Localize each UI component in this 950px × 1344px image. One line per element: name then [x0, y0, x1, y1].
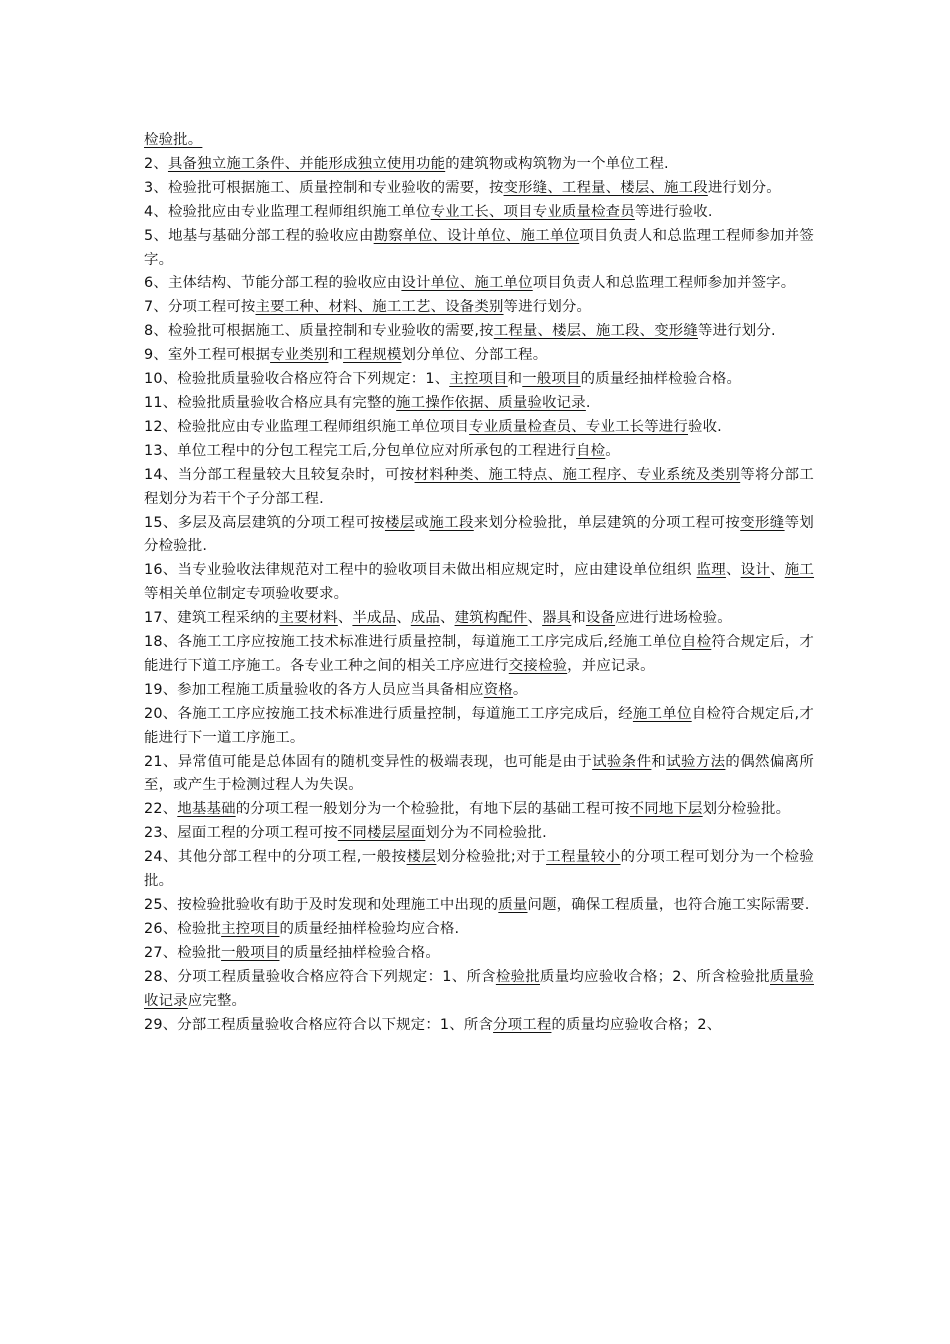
underlined-answer: 专业类别 [270, 347, 329, 364]
underlined-answer: 器具 [542, 610, 572, 627]
paragraph [144, 392, 814, 416]
paragraph [144, 416, 814, 440]
paragraph [144, 177, 814, 201]
underlined-answer: 变形缝、工程量、楼层、施工段 [503, 179, 708, 196]
text-run: 21、异常值可能是总体固有的随机变异性的极端表现，也可能是由于 [144, 753, 593, 770]
text-run: ，并应记录。 [567, 657, 655, 674]
text-run: 14、当分部工程量较大且较复杂时，可按 [144, 466, 415, 483]
underlined-answer: 施工操作依据、质量验收记录 [396, 394, 586, 411]
text-run: 、 [527, 610, 543, 627]
paragraph [144, 607, 814, 631]
paragraph [144, 272, 814, 296]
paragraph [144, 440, 814, 464]
text-run: 、 [770, 562, 785, 579]
underlined-answer: 分项工程 [493, 1016, 552, 1033]
paragraph [144, 512, 814, 560]
underlined-answer: 楼层 [406, 849, 437, 866]
underlined-answer: 主控项目 [449, 371, 508, 388]
text-run: 和 [507, 371, 523, 388]
text-run: 11、检验批质量验收合格应具有完整的 [144, 394, 397, 411]
text-run: 16、当专业验收法律规范对工程中的验收项目未做出相应规定时，应由建设单位组织 [144, 562, 697, 579]
text-run: 8、检验批可根据施工、质量控制和专业验收的需要,按 [144, 323, 494, 340]
underlined-answer: 工程量、楼层、施工段、变形缝 [493, 323, 698, 340]
paragraph [144, 631, 814, 679]
paragraph [144, 703, 814, 751]
underlined-answer: 质量验收记录 [144, 968, 814, 1009]
underlined-answer: 勘察单位、设计单位、施工单位 [373, 227, 580, 244]
text-run: 。 [605, 442, 620, 459]
text-run: 。 [512, 681, 528, 698]
underlined-answer: 设计单位、施工单位 [401, 275, 533, 292]
paragraph [144, 559, 814, 607]
text-run: 应完整。 [187, 992, 247, 1009]
underlined-answer: 专业质量检查员、专业工长等进行 [469, 418, 688, 435]
underlined-answer: 一般项目 [522, 371, 581, 388]
text-run: 15、多层及高层建筑的分项工程可按 [144, 514, 385, 531]
text-run: 或 [414, 514, 430, 531]
underlined-answer: 不同楼层屋面 [337, 825, 426, 842]
underlined-answer: 施工单位 [632, 705, 692, 722]
underlined-answer: 试验方法 [666, 753, 726, 770]
paragraph [144, 296, 814, 320]
text-run: 的质量均应验收合格；2、 [551, 1016, 722, 1033]
text-run: 等划分检验批. [144, 514, 814, 555]
text-run: 应进行进场检验。 [615, 610, 732, 627]
text-run: 项目负责人和总监理工程师参加并签字。 [532, 275, 796, 292]
text-run: 6、主体结构、节能分部工程的验收应由 [144, 275, 402, 292]
text-run: 问题，确保工程质量，也符合施工实际需要. [527, 897, 810, 913]
text-run: 质量均应验收合格；2、所含检验批 [540, 968, 770, 985]
paragraph [144, 1014, 814, 1038]
paragraph [144, 798, 814, 822]
text-run: 、 [337, 610, 353, 627]
text-run: 9、室外工程可根据 [144, 347, 271, 364]
underlined-answer: 自检 [576, 442, 606, 459]
underlined-answer: 成品 [410, 610, 440, 627]
paragraph [144, 894, 814, 918]
underlined-answer: 一般项目 [221, 944, 280, 961]
underlined-answer: 施工段 [429, 514, 474, 531]
underlined-answer: 工程量较小 [546, 849, 621, 866]
text-run: 和 [651, 753, 667, 770]
paragraph [144, 368, 814, 392]
text-run: 进行划分。 [707, 179, 781, 196]
underlined-answer: 主要材料 [279, 610, 338, 627]
underlined-answer: 检验批。 [144, 132, 203, 148]
text-run: 18、各施工工序应按施工技术标准进行质量控制，每道施工工序完成后,经施工单位 [144, 634, 682, 651]
underlined-answer: 施工 [784, 562, 815, 579]
underlined-answer: 设备 [585, 610, 616, 627]
underlined-answer: 主控项目 [221, 920, 280, 937]
underlined-answer: 监理 [696, 562, 726, 579]
text-run: 的分项工程一般划分为一个检验批，有地下层的基础工程可按 [235, 801, 630, 818]
text-run: 符合规定后，才能进行下道工序施工。各专业工种之间的相关工序应进行 [144, 634, 815, 674]
text-run: 13、单位工程中的分包工程完工后,分包单位应对所承包的工程进行 [144, 442, 577, 459]
paragraph [144, 201, 814, 225]
paragraph [144, 846, 814, 894]
text-run: 27、检验批 [144, 944, 222, 961]
paragraph [144, 942, 814, 966]
underlined-answer: 变形缝 [740, 514, 785, 531]
paragraph [144, 129, 814, 153]
underlined-answer: 主要工种、材料、施工工艺、设备类别 [255, 299, 504, 316]
underlined-answer: 设计 [740, 562, 771, 579]
text-run: 12、检验批应由专业监理工程师组织施工单位项目 [144, 418, 470, 435]
underlined-answer: 地基基础 [177, 801, 236, 818]
underlined-answer: 检验批 [495, 968, 540, 985]
paragraph [144, 344, 814, 368]
text-run: 划分检验批。 [702, 801, 791, 818]
text-run: 、 [725, 562, 741, 579]
text-run: 划分单位、分部工程。 [401, 347, 548, 364]
paragraph [144, 751, 814, 799]
paragraph [144, 822, 814, 846]
text-run: 的分项工程可划分为一个检验批。 [144, 849, 814, 890]
text-run: 20、各施工工序应按施工技术标准进行质量控制，每道施工工序完成后，经 [144, 705, 633, 722]
text-run: 等进行划分。 [503, 299, 592, 316]
text-run: 、 [439, 610, 455, 627]
underlined-answer: 资格 [483, 681, 513, 698]
text-run: 29、分部工程质量验收合格应符合以下规定：1、所含 [144, 1016, 494, 1033]
text-run: 、 [396, 610, 411, 627]
text-run: 等相关单位制定专项验收要求。 [144, 586, 349, 603]
underlined-answer: 自检 [681, 634, 712, 651]
paragraph [144, 153, 814, 177]
text-run: 2、 [144, 155, 168, 172]
underlined-answer: 不同地下层 [629, 801, 703, 818]
paragraph [144, 225, 814, 273]
paragraph [144, 679, 814, 703]
text-run: 23、屋面工程的分项工程可按 [144, 825, 338, 842]
text-run: 等进行划分. [698, 323, 776, 340]
text-run: 的建筑物或构筑物为一个单位工程. [445, 155, 669, 172]
underlined-answer: 建筑构配件 [454, 610, 528, 627]
paragraph [144, 464, 814, 512]
text-run: 4、检验批应由专业监理工程师组织施工单位 [144, 203, 431, 220]
underlined-answer: 试验条件 [592, 753, 652, 770]
text-run: 28、分项工程质量验收合格应符合下列规定：1、所含 [144, 968, 496, 985]
text-run: 划分为不同检验批. [425, 825, 547, 842]
underlined-answer: 质量 [498, 897, 528, 913]
text-run: 的偶然偏离所至，或产生于检测过程人为失误。 [144, 753, 815, 794]
text-run: 24、其他分部工程中的分项工程,一般按 [144, 849, 407, 866]
underlined-answer: 专业工长、项目专业质量检查员 [430, 203, 635, 220]
text-run: 项目负责人和总监理工程师参加并签字。 [144, 227, 814, 268]
text-run: 7、分项工程可按 [144, 299, 256, 316]
paragraph [144, 966, 814, 1014]
underlined-answer: 具备独立施工条件、并能形成独立使用功能 [167, 155, 446, 172]
paragraph [144, 320, 814, 344]
underlined-answer: 半成品 [352, 610, 397, 627]
text-run: . [585, 394, 591, 411]
text-run: 的质量经抽样检验合格。 [279, 944, 440, 961]
text-run: 和 [328, 347, 344, 364]
text-run: 10、检验批质量验收合格应符合下列规定：1、 [144, 371, 450, 388]
text-run: 22、 [144, 801, 178, 818]
text-run: 19、参加工程施工质量验收的各方人员应当具备相应 [144, 681, 484, 698]
underlined-answer: 交接检验 [508, 657, 568, 674]
underlined-answer: 工程规模 [343, 347, 402, 364]
underlined-answer: 楼层 [384, 514, 415, 531]
text-run: 划分检验批;对于 [436, 849, 547, 866]
text-run: 3、检验批可根据施工、质量控制和专业验收的需要，按 [144, 179, 504, 196]
text-run: 17、建筑工程采纳的 [144, 610, 280, 627]
text-run: 的质量经抽样检验合格。 [580, 371, 742, 388]
document-body [144, 129, 814, 1037]
text-run: 等将分部工程划分为若干个子分部工程. [144, 466, 814, 507]
text-run: 26、检验批 [144, 920, 222, 937]
text-run: 和 [571, 610, 586, 627]
text-run: 5、地基与基础分部工程的验收应由 [144, 227, 374, 244]
text-run: 的质量经抽样检验均应合格. [279, 920, 460, 937]
text-run: 25、按检验批验收有助于及时发现和处理施工中出现的 [144, 897, 499, 913]
text-run: 自检符合规定后,才能进行下一道工序施工。 [144, 705, 814, 746]
underlined-answer: 材料种类、施工特点、施工程序、专业系统及类别 [414, 466, 741, 483]
text-run: 等进行验收. [634, 203, 713, 220]
paragraph [144, 918, 814, 942]
text-run: 来划分检验批，单层建筑的分项工程可按 [473, 514, 741, 531]
text-run: 验收. [688, 418, 722, 435]
